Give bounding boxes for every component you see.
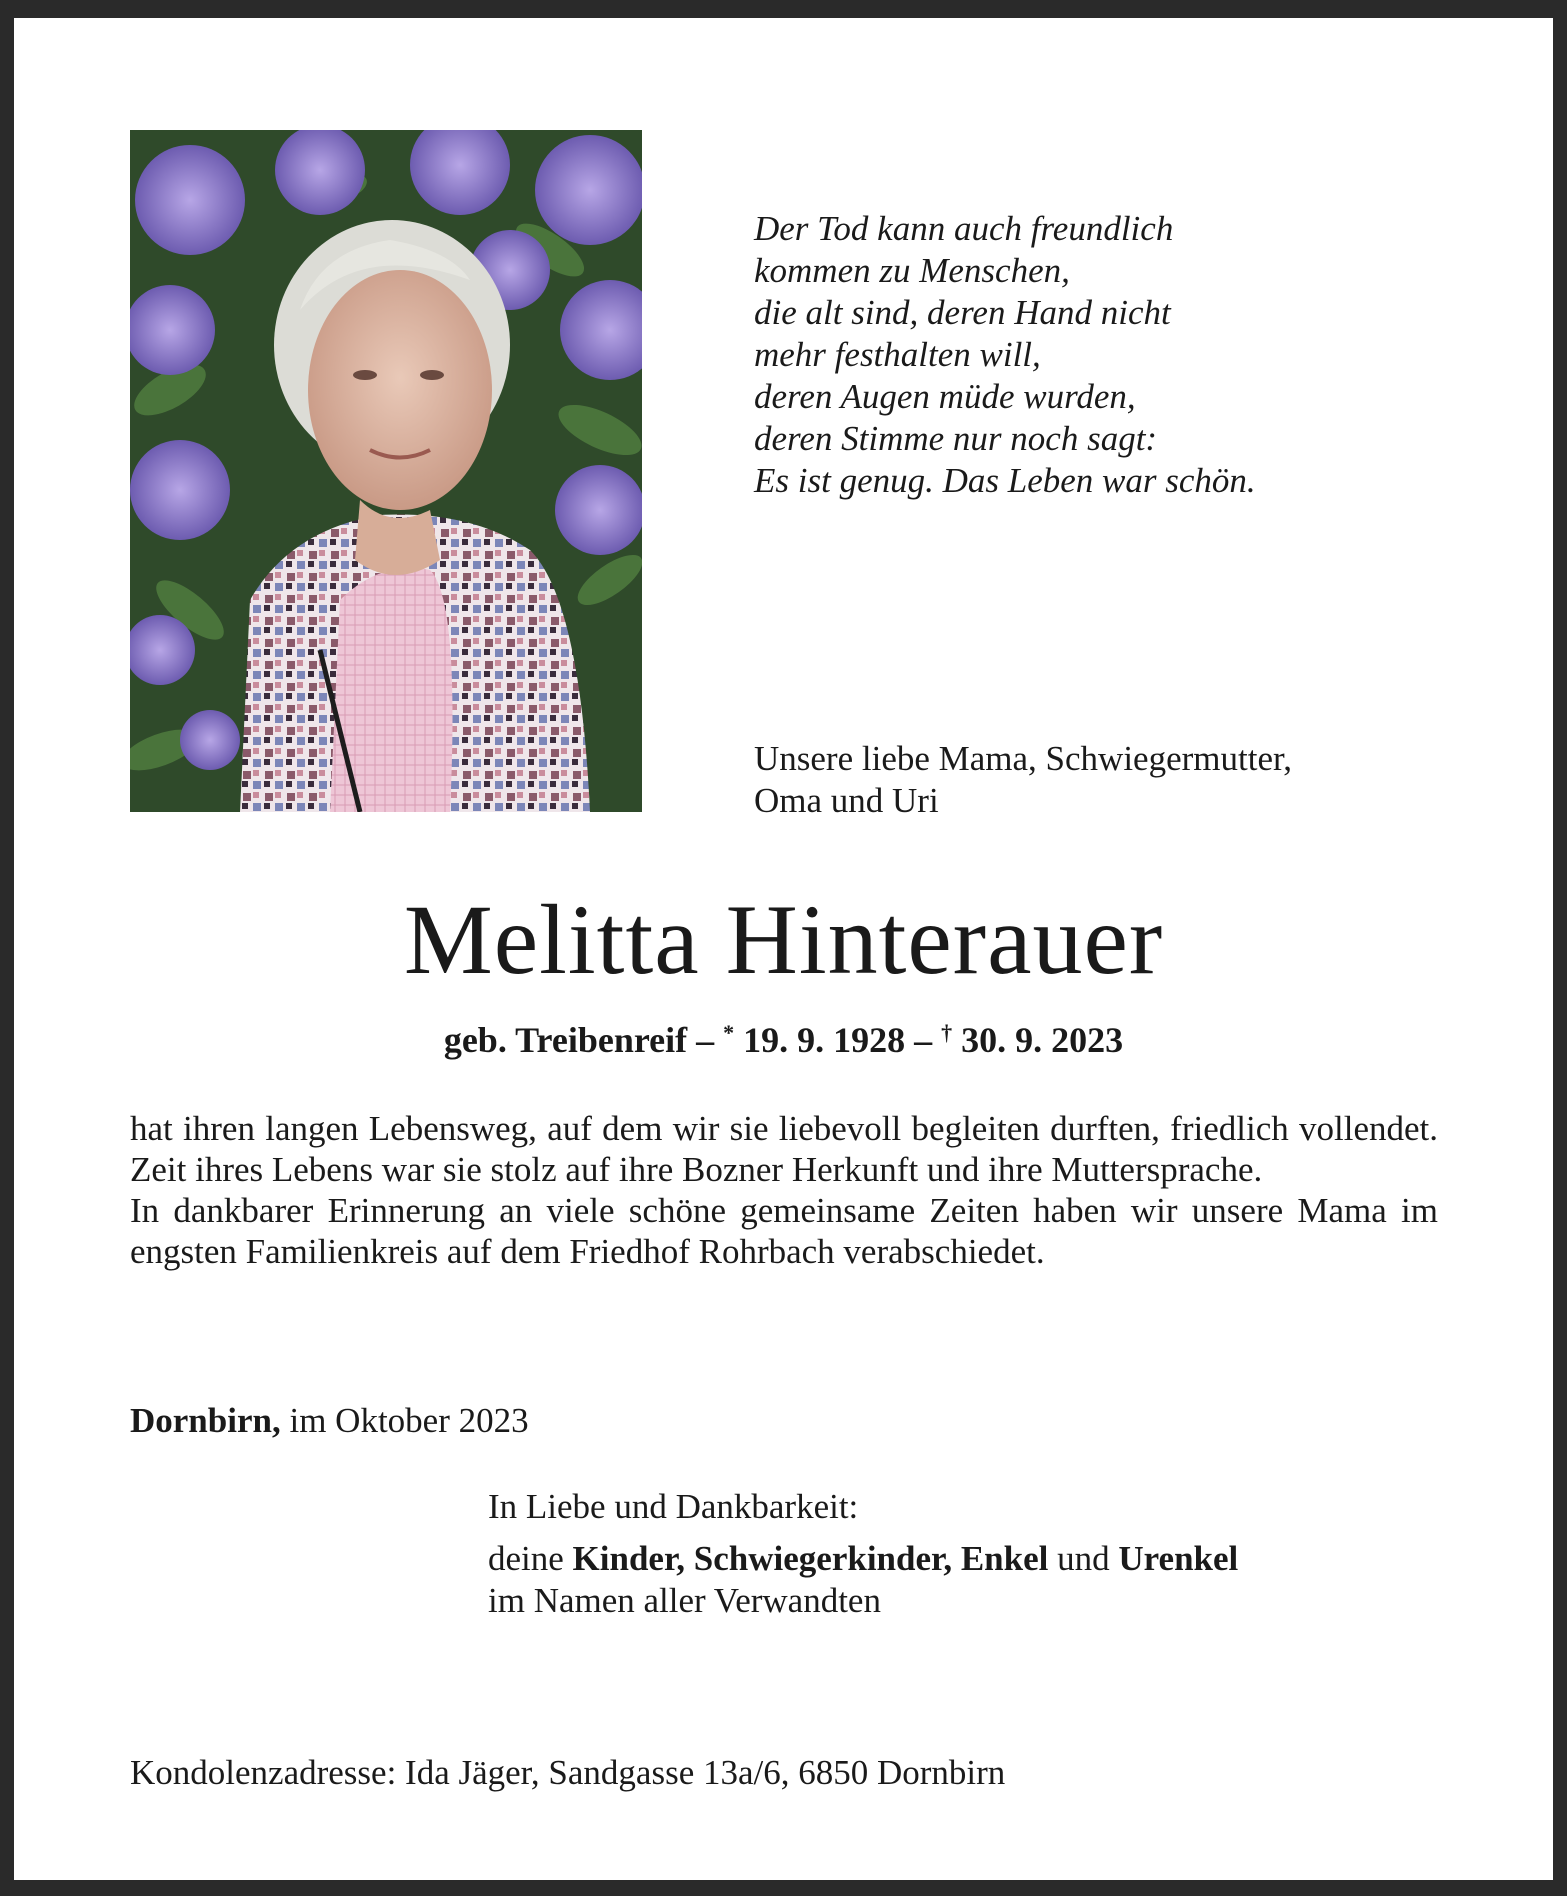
place-date	[130, 1400, 529, 1442]
place-city: Dornbirn,	[130, 1401, 281, 1440]
poem-line: Es ist genug. Das Leben war schön.	[754, 461, 1256, 500]
poem-line: kommen zu Menschen,	[754, 251, 1070, 290]
birth-star-icon: *	[723, 1020, 735, 1045]
poem-line: die alt sind, deren Hand nicht	[754, 293, 1171, 332]
portrait-photo	[130, 130, 642, 812]
signoff-relatives: im Namen aller Verwandten	[488, 1581, 881, 1620]
deceased-name: Melitta Hinterauer	[403, 884, 1164, 995]
death-cross-icon: †	[941, 1020, 953, 1045]
birth-date: 19. 9. 1928 –	[734, 1020, 942, 1060]
poem-line: mehr festhalten will,	[754, 335, 1041, 374]
body-paragraph-2: In dankbarer Erinnerung an viele schöne gemeinsame Zeiten haben wir unsere Mama im engsten Familienkreis auf dem Friedhof Rohrbach verabschiedet.	[130, 1191, 1438, 1271]
poem	[754, 208, 1454, 502]
intro-line-1: Unsere liebe Mama, Schwiegermutter,	[754, 739, 1292, 778]
portrait-illustration	[130, 130, 642, 812]
body-paragraph-1: hat ihren langen Lebensweg, auf dem wir sie liebevoll begleiten durften, friedlich vollendet. Zeit ihres Lebens war sie stolz auf ihre Bozner Herkunft und ihre Muttersprache.	[130, 1109, 1438, 1189]
signoff-great-grandchildren: Urenkel	[1118, 1539, 1239, 1578]
signoff-family	[488, 1538, 1448, 1580]
signoff-und: und	[1048, 1539, 1119, 1578]
signoff	[488, 1486, 1448, 1622]
death-date: 30. 9. 2023	[952, 1020, 1124, 1060]
signoff-deine: deine	[488, 1539, 573, 1578]
poem-line: deren Augen müde wurden,	[754, 377, 1136, 416]
intro-line-2: Oma und Uri	[754, 781, 939, 820]
condolence-address: Kondolenzadresse: Ida Jäger, Sandgasse 13a/6, 6850 Dornbirn	[130, 1753, 1006, 1792]
intro-text	[754, 738, 1444, 822]
poem-line: Der Tod kann auch freundlich	[754, 209, 1174, 248]
maiden-name: geb. Treibenreif –	[443, 1020, 724, 1060]
signoff-children: Kinder, Schwiegerkinder, Enkel	[572, 1539, 1049, 1578]
obituary-body	[130, 1108, 1438, 1272]
place-month: im Oktober 2023	[280, 1401, 529, 1440]
life-dates	[0, 1010, 1567, 1063]
signoff-greeting: In Liebe und Dankbarkeit:	[488, 1487, 859, 1526]
poem-line: deren Stimme nur noch sagt:	[754, 419, 1158, 458]
